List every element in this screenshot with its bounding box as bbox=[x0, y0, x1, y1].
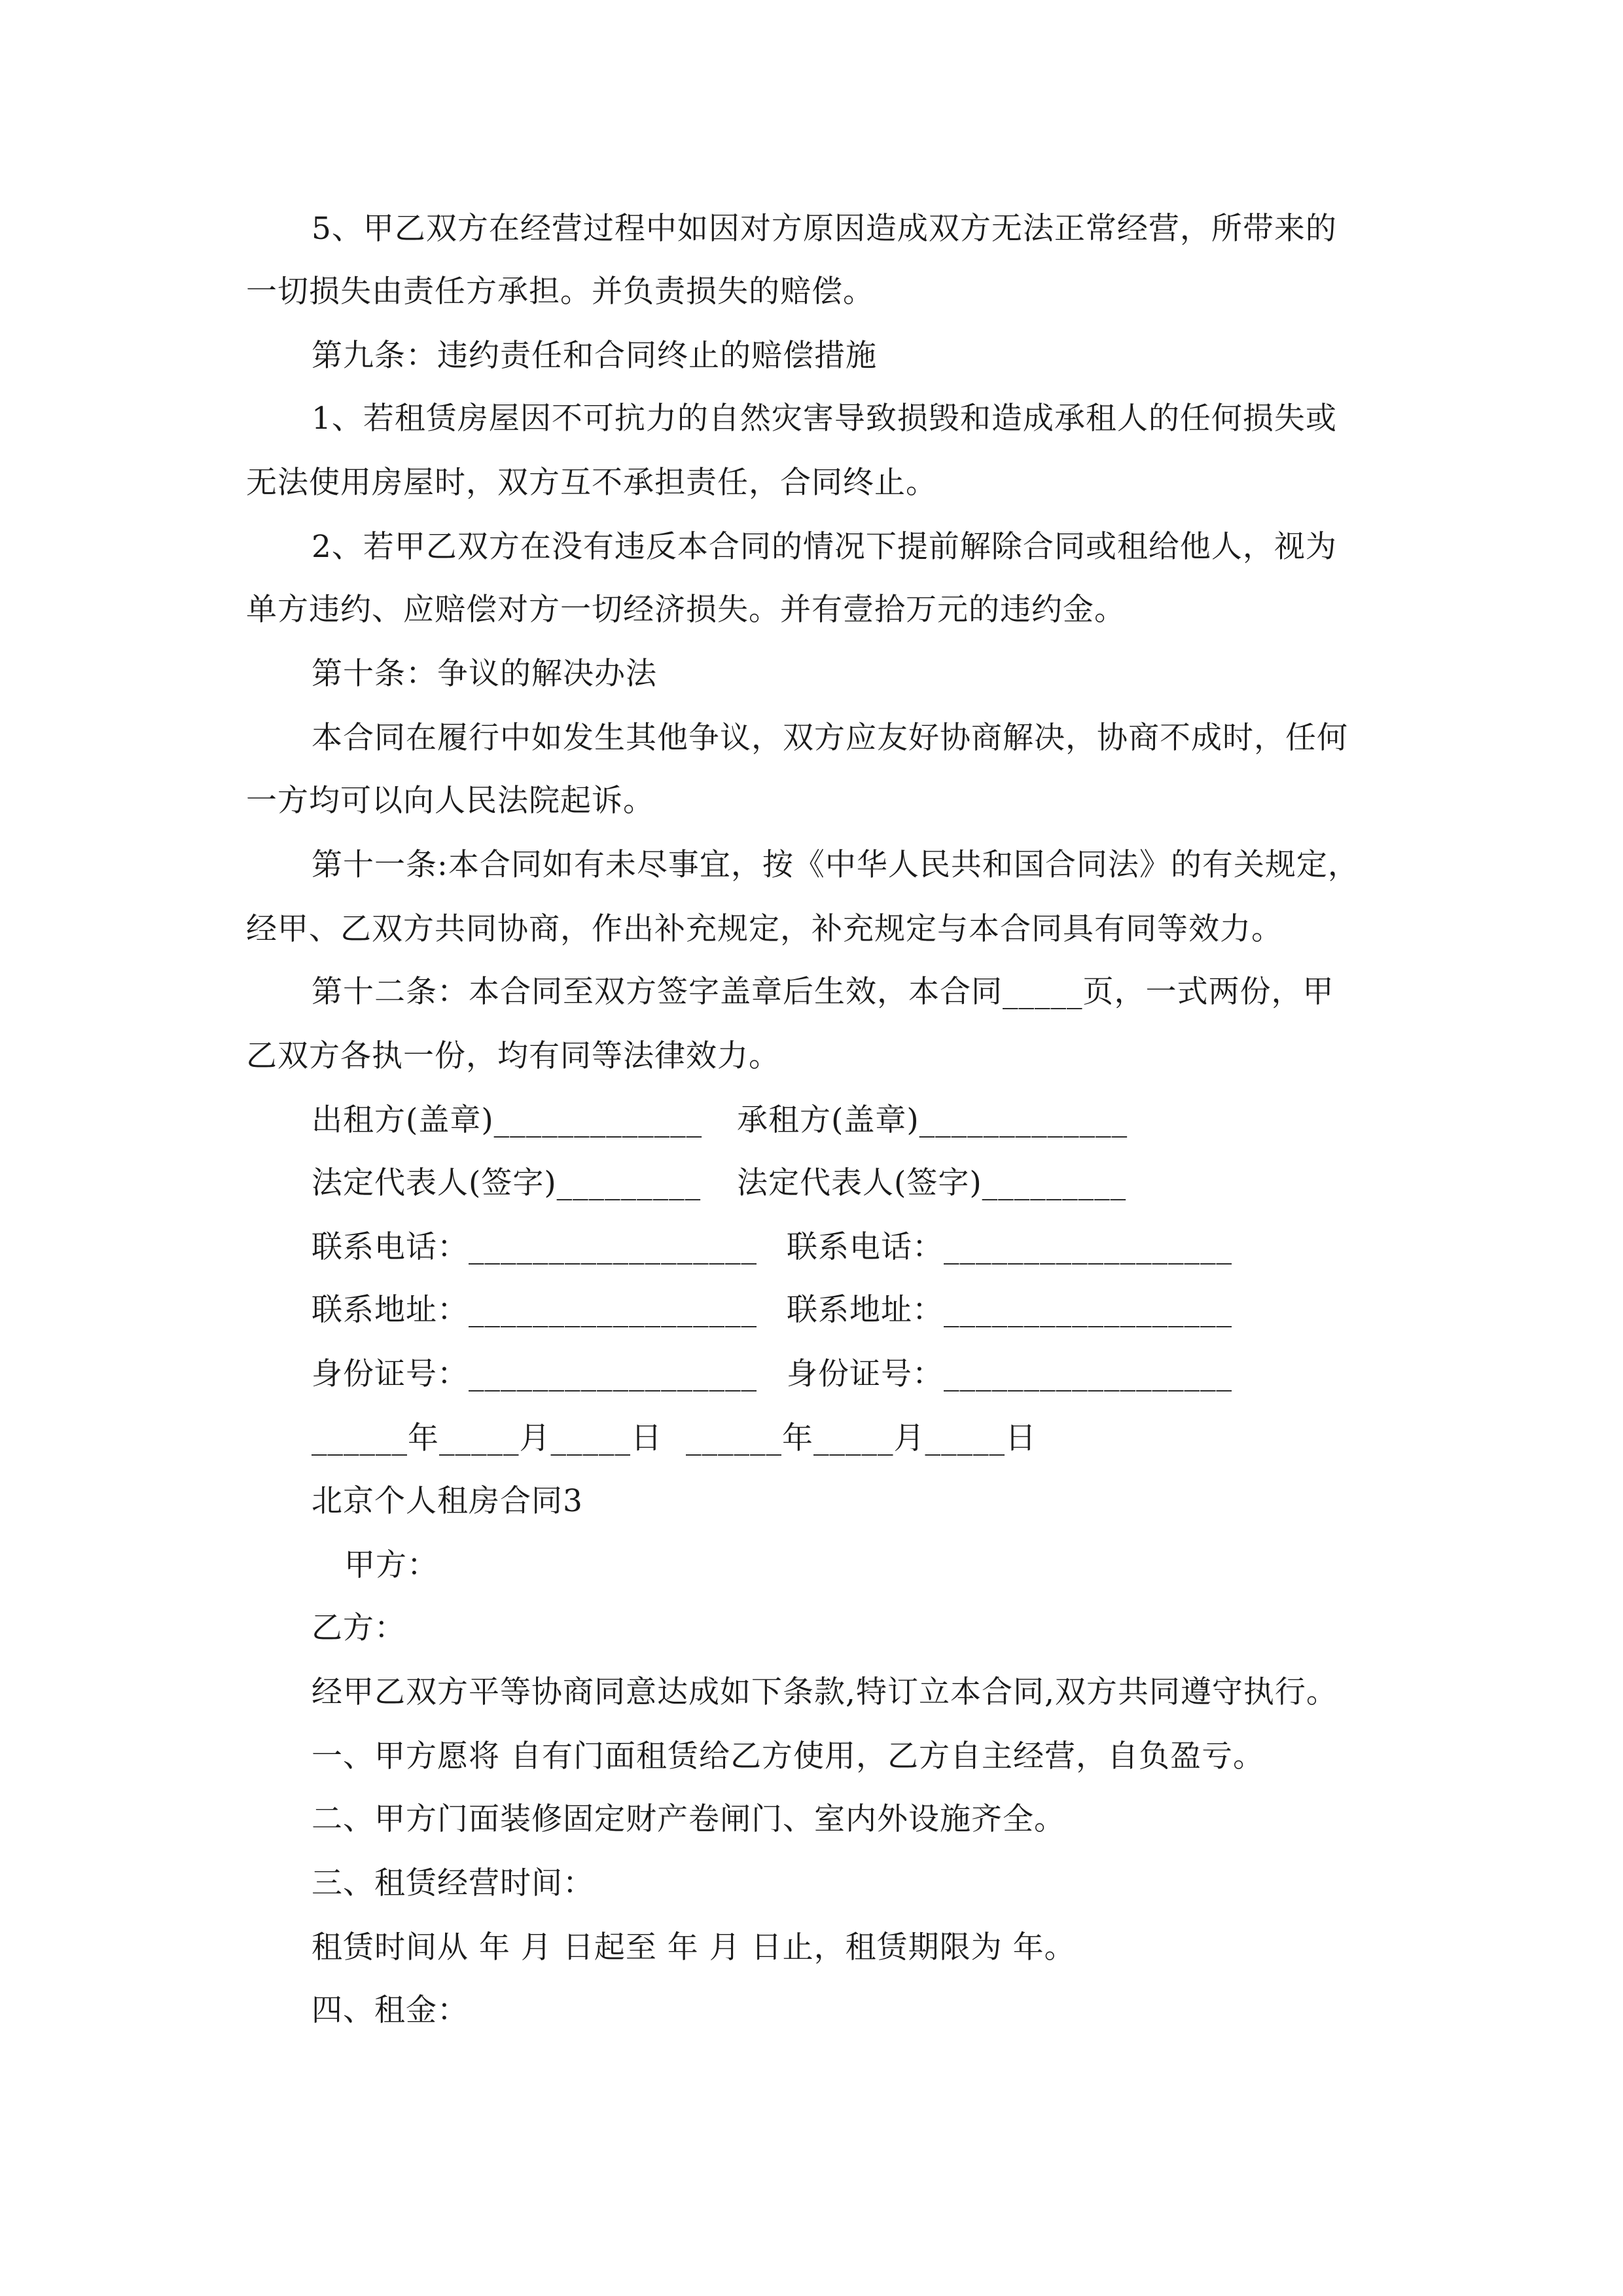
text-line: 单方违约、应赔偿对方一切经济损失。并有壹拾万元的违约金。 bbox=[246, 592, 1126, 628]
legal-rep-left-field: 法定代表人(签字)_________ bbox=[312, 1165, 702, 1201]
article-heading: 第九条：违约责任和合同终止的赔偿措施 bbox=[312, 338, 877, 374]
legal-rep-right-field: 法定代表人(签字)_________ bbox=[737, 1165, 1127, 1201]
address-right-field: 联系地址：__________________ bbox=[787, 1292, 1232, 1328]
contract-intro: 经甲乙双方平等协商同意达成如下条款,特订立本合同,双方共同遵守执行。 bbox=[312, 1674, 1338, 1710]
clause-2: 二、甲方门面装修固定财产卷闸门、室内外设施齐全。 bbox=[312, 1801, 1065, 1837]
id-left-field: 身份证号：__________________ bbox=[312, 1356, 757, 1392]
clause-3: 三、租赁经营时间： bbox=[312, 1865, 594, 1901]
phone-right-field: 联系电话：__________________ bbox=[787, 1229, 1232, 1265]
party-b-label: 乙方： bbox=[312, 1610, 406, 1646]
lessee-seal-field: 承租方(盖章)_____________ bbox=[737, 1102, 1128, 1138]
clause-3-detail: 租赁时间从 年 月 日起至 年 月 日止，租赁期限为 年。 bbox=[312, 1929, 1076, 1965]
date-left-field: ______年_____月_____日 bbox=[312, 1420, 662, 1456]
clause-1: 一、甲方愿将 自有门面租赁给乙方使用，乙方自主经营，自负盈亏。 bbox=[312, 1738, 1264, 1774]
contract-title: 北京个人租房合同3 bbox=[312, 1483, 583, 1519]
article-heading: 第十条：争议的解决办法 bbox=[312, 656, 657, 692]
party-a-label: 甲方： bbox=[344, 1547, 438, 1583]
clause-4: 四、租金： bbox=[312, 1992, 469, 2028]
text-line: 第十一条:本合同如有未尽事宜，按《中华人民共和国合同法》的有关规定， bbox=[312, 847, 1359, 883]
text-line: 无法使用房屋时，双方互不承担责任，合同终止。 bbox=[246, 465, 937, 501]
text-line: 经甲、乙双方共同协商，作出补充规定，补充规定与本合同具有同等效力。 bbox=[246, 911, 1283, 947]
text-line: 本合同在履行中如发生其他争议，双方应友好协商解决，协商不成时，任何 bbox=[312, 720, 1348, 756]
text-line: 一切损失由责任方承担。并负责损失的赔偿。 bbox=[246, 274, 874, 310]
text-line: 一方均可以向人民法院起诉。 bbox=[246, 783, 654, 819]
address-left-field: 联系地址：__________________ bbox=[312, 1292, 757, 1328]
text-line: 1、若租赁房屋因不可抗力的自然灾害导致损毁和造成承租人的任何损失或 bbox=[312, 401, 1337, 437]
date-right-field: ______年_____月_____日 bbox=[686, 1420, 1037, 1456]
text-line: 2、若甲乙双方在没有违反本合同的情况下提前解除合同或租给他人，视为 bbox=[312, 529, 1337, 565]
lessor-seal-field: 出租方(盖章)_____________ bbox=[312, 1102, 703, 1138]
text-line: 乙双方各执一份，均有同等法律效力。 bbox=[246, 1038, 780, 1074]
id-right-field: 身份证号：__________________ bbox=[787, 1356, 1232, 1392]
text-line: 5、甲乙双方在经营过程中如因对方原因造成双方无法正常经营，所带来的 bbox=[312, 211, 1337, 247]
phone-left-field: 联系电话：__________________ bbox=[312, 1229, 757, 1265]
text-line: 第十二条：本合同至双方签字盖章后生效，本合同_____页，一式两份，甲 bbox=[312, 974, 1334, 1010]
